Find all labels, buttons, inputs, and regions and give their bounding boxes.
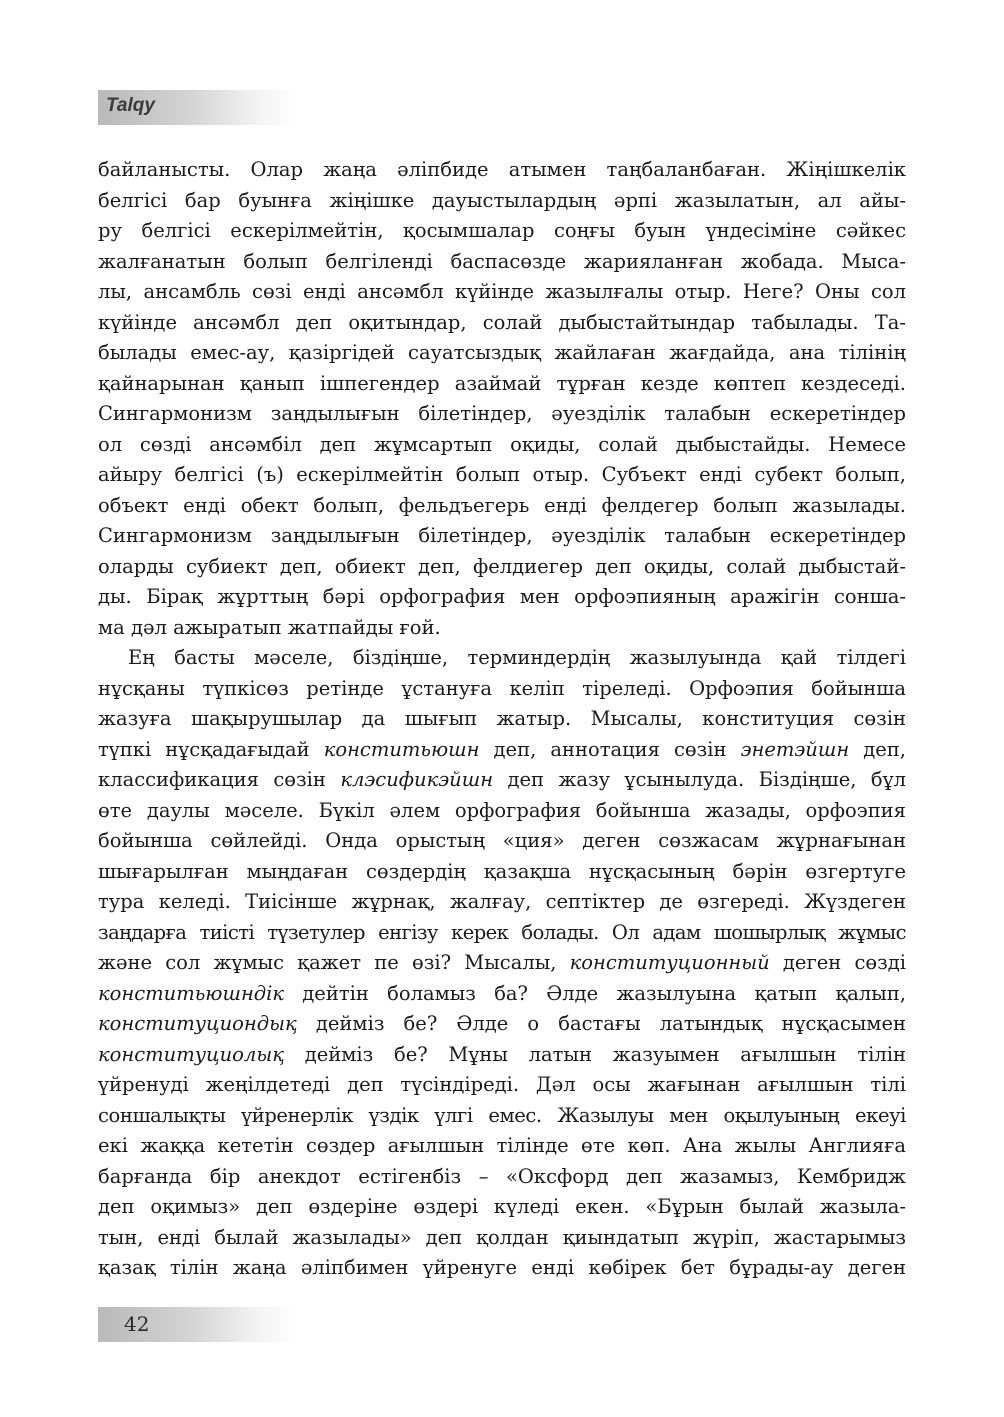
- text-line: қайнарынан қанып ішпегендер азаймай тұрған кезде көптеп кездеседі.: [98, 371, 906, 395]
- text-line: [98, 1009, 906, 1040]
- text-run: деген сөзді: [769, 951, 906, 974]
- text-line: шығарылған мыңдаған сөздердің қазақша нұсқасының бәрін өзгертуге: [98, 859, 906, 883]
- text-run: және сол жұмыс қажет пе өзі? Мысалы,: [98, 951, 570, 974]
- text-line: нұсқаны түпкісөз ретінде ұстануға келіп тіреледі. Орфоэпия бойынша: [98, 676, 906, 700]
- text-line: Сингармонизм заңдылығын білетіндер, әуезділік талабын ескеретіндер: [98, 524, 906, 547]
- text-line: лы, ансамбль сөзі енді ансәмбл күйінде жазылғалы отыр. Неге? Оны сол: [98, 280, 906, 303]
- text-line: жалғанатын болып белгіленді баспасөзде жарияланған жобада. Мыса-: [98, 249, 906, 273]
- page-footer: [98, 1307, 298, 1342]
- text-line: былады емес-ау, қазіргідей сауатсыздық жайлаған жағдайда, ана тілінің: [98, 341, 906, 364]
- body-text: [98, 155, 906, 1284]
- text-line: күйінде ансәмбл деп оқитындар, солай дыбыстайтындар табылады. Та-: [98, 310, 906, 334]
- text-line: белгісі бар буынға жіңішке дауыстылардың әрпі жазылатын, ал айы-: [98, 188, 906, 212]
- text-line: екі жаққа кететін сөздер ағылшын тілінде өте көп. Ана жылы Англияға: [98, 1134, 906, 1157]
- text-line: Сингармонизм заңдылығын білетіндер, әуезділік талабын ескеретіндер: [98, 402, 906, 425]
- italic-term: клэсификэйшн: [340, 768, 494, 791]
- text-line: оларды субиект деп, обиект деп, фелдиегер деп оқиды, солай дыбыстай-: [98, 554, 906, 578]
- text-line: объект енді обект болып, фельдъегерь енді фелдегер болып жазылады.: [98, 493, 906, 517]
- text-line: жазуға шақырушылар да шығып жатыр. Мысалы, конституция сөзін: [98, 707, 906, 730]
- text-line: соншалықты үйренерлік үздік үлгі емес. Жазылуы мен оқылуының екеуі: [98, 1103, 906, 1127]
- text-line: қазақ тілін жаңа әліпбимен үйренуге енді көбірек бет бұрады-ау деген: [98, 1256, 906, 1279]
- text-run: деп жазу ұсынылуда. Біздіңше, бұл: [493, 768, 906, 791]
- text-line: [98, 735, 906, 766]
- text-line: [98, 1040, 906, 1071]
- text-line: ма дәл ажыратып жатпайды ғой.: [98, 615, 441, 639]
- text-line: деп оқимыз» деп өздеріне өздері күледі екен. «Бұрын былай жазыла-: [98, 1195, 906, 1218]
- text-line: тын, енді былай жазылады» деп қолдан қиындатып жүріп, жастарымыз: [98, 1225, 906, 1249]
- text-line: барғанда бір анекдот естігенбіз – «Оксфорд деп жазамыз, Кембридж: [98, 1164, 906, 1188]
- page-number: 42: [124, 1312, 150, 1336]
- text-run: түпкі нұсқадағыдай: [98, 737, 324, 761]
- italic-term: конституциондық: [98, 1012, 297, 1035]
- running-header-title: Talqy: [106, 95, 155, 116]
- text-run: дейміз бе? Мұны латын жазуымен ағылшын тілін: [284, 1042, 906, 1066]
- text-run: классификация сөзін: [98, 768, 341, 791]
- text-line: бойынша сөйлейді. Онда орыстың «ция» деген сөзжасам жұрнағынан: [98, 829, 906, 852]
- text-line: Ең басты мәселе, біздіңше, терминдердің жазылуында қай тілдегі: [128, 646, 906, 669]
- text-run: дейміз бе? Әлде о бастағы латындық нұсқасымен: [296, 1012, 906, 1035]
- text-line: тура келеді. Тиісінше жұрнақ, жалғау, септіктер де өзгереді. Жүздеген: [98, 890, 906, 913]
- text-run: деп, аннотация сөзін: [479, 737, 741, 761]
- text-line: ды. Бірақ жұрттың бәрі орфография мен орфоэпияның аражігін сонша-: [98, 585, 906, 608]
- text-line: ол сөзді ансәмбіл деп жұмсартып оқиды, солай дыбыстайды. Немесе: [98, 432, 906, 456]
- italic-term: конституциолық: [98, 1042, 284, 1066]
- text-line: [98, 948, 906, 979]
- text-line: байланысты. Олар жаңа әліпбиде атымен таңбаланбаған. Жіңішкелік: [98, 158, 906, 181]
- text-line: айыру белгісі (ъ) ескерілмейтін болып отыр. Субъект енді субект болып,: [98, 463, 906, 486]
- text-line: ру белгісі ескерілмейтін, қосымшалар соңғы буын үндесіміне сәйкес: [98, 219, 906, 242]
- text-line: [98, 979, 906, 1010]
- text-line: үйренуді жеңілдетеді деп түсіндіреді. Дәл осы жағынан ағылшын тілі: [98, 1073, 906, 1096]
- text-line: заңдарға тиісті түзетулер енгізу керек болады. Ол адам шошырлық жұмыс: [98, 920, 906, 944]
- italic-term: конститьюшн: [323, 737, 480, 761]
- text-line: өте даулы мәселе. Бүкіл әлем орфография бойынша жазады, орфоэпия: [98, 798, 906, 822]
- text-line: [98, 765, 906, 796]
- italic-term: конститьюшндік: [98, 981, 285, 1005]
- text-run: деп,: [849, 737, 906, 761]
- italic-term: энетэйшн: [740, 737, 850, 761]
- running-header: [98, 90, 298, 125]
- text-run: дейтін боламыз ба? Әлде жазылуына қатып қалып,: [284, 981, 906, 1005]
- italic-term: конституционный: [569, 951, 770, 974]
